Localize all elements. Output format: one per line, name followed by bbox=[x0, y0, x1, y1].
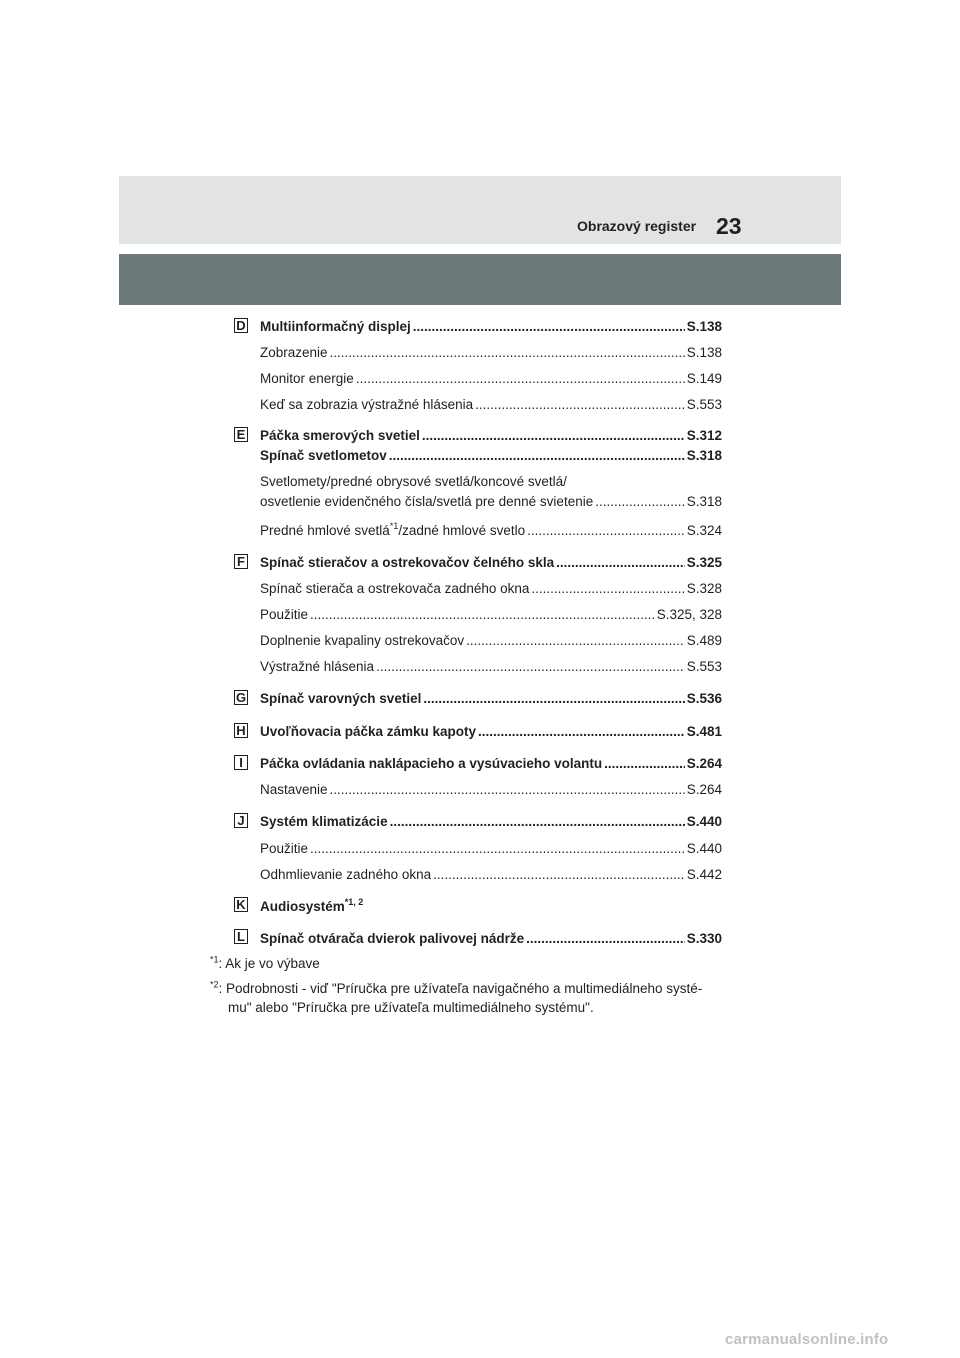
index-subentry[interactable] bbox=[260, 370, 722, 387]
index-subentry[interactable] bbox=[260, 522, 722, 539]
entry-label: Spínač varovných svetiel bbox=[260, 691, 422, 706]
entry-label: Zobrazenie bbox=[260, 345, 328, 360]
entry-label: Doplnenie kvapaliny ostrekovačov bbox=[260, 633, 465, 648]
index-subentry[interactable] bbox=[260, 632, 722, 649]
entry-label: Spínač stieračov a ostrekovačov čelného skla bbox=[260, 555, 555, 570]
footnote-mark: *2 bbox=[210, 979, 219, 990]
entry-label: Keď sa zobrazia výstražné hlásenia bbox=[260, 397, 474, 412]
entry-label: osvetlenie evidenčného čísla/svetlá pre denné svietenie bbox=[260, 494, 594, 509]
index-entry[interactable] bbox=[260, 690, 722, 707]
page-number: 23 bbox=[716, 213, 742, 239]
index-entry[interactable] bbox=[260, 318, 722, 335]
entry-label: Multiinformačný displej bbox=[260, 319, 411, 334]
footnote-2 bbox=[210, 979, 750, 1017]
entry-page[interactable]: S.553 bbox=[686, 659, 722, 674]
entry-label: Audiosystém bbox=[260, 899, 345, 914]
entry-page[interactable]: S.330 bbox=[686, 931, 722, 946]
entry-label: Výstražné hlásenia bbox=[260, 659, 375, 674]
footnote-1 bbox=[210, 954, 750, 973]
index-entry[interactable] bbox=[260, 427, 722, 444]
entry-page[interactable]: S.149 bbox=[686, 371, 722, 386]
index-entry[interactable] bbox=[260, 447, 722, 464]
index-entry[interactable] bbox=[260, 554, 722, 571]
section-letter-i: I bbox=[234, 755, 248, 770]
watermark: carmanualsonline.info bbox=[725, 1331, 889, 1348]
index-entry[interactable] bbox=[260, 930, 722, 947]
entry-label: Páčka ovládania naklápacieho a vysúvacieho volantu bbox=[260, 756, 603, 771]
entry-page[interactable]: S.553 bbox=[686, 397, 722, 412]
entry-label-line1: Svetlomety/predné obrysové svetlá/koncové svetlá/ bbox=[260, 474, 567, 489]
entry-page[interactable]: S.489 bbox=[686, 633, 722, 648]
index-subentry[interactable] bbox=[260, 344, 722, 361]
index-entry[interactable] bbox=[260, 813, 722, 830]
index-entry[interactable] bbox=[260, 898, 722, 915]
entry-label: Predné hmlové svetlá$^{*1}$/zadné hmlové svetlo bbox=[260, 520, 526, 538]
illustration-band bbox=[119, 254, 841, 305]
entry-page[interactable]: S.138 bbox=[686, 319, 722, 334]
entry-page[interactable]: S.264 bbox=[686, 782, 722, 797]
index-subentry[interactable] bbox=[260, 840, 722, 857]
entry-page[interactable]: S.312 bbox=[686, 428, 722, 443]
entry-page[interactable]: S.325, 328 bbox=[656, 607, 722, 622]
entry-label: Monitor energie bbox=[260, 371, 354, 386]
footnote-ref: *1, 2 bbox=[344, 896, 364, 907]
section-letter-e: E bbox=[234, 427, 248, 442]
footnote-text-line2: mu" alebo "Príručka pre užívateľa multimediálneho systému". bbox=[228, 1000, 594, 1015]
entry-page[interactable]: S.442 bbox=[686, 867, 722, 882]
section-letter-d: D bbox=[234, 318, 248, 333]
entry-page[interactable]: S.324 bbox=[686, 523, 722, 538]
footnote-ref: *1 bbox=[389, 520, 399, 531]
footnote-mark: *1 bbox=[210, 954, 219, 965]
entry-page[interactable]: S.481 bbox=[686, 724, 722, 739]
entry-page[interactable]: S.318 bbox=[686, 448, 722, 463]
entry-label: Odhmlievanie zadného okna bbox=[260, 867, 432, 882]
entry-page[interactable]: S.328 bbox=[686, 581, 722, 596]
index-subentry[interactable] bbox=[260, 781, 722, 798]
entry-page[interactable]: S.325 bbox=[686, 555, 722, 570]
section-letter-g: G bbox=[235, 690, 247, 705]
entry-label: Spínač otvárača dvierok palivovej nádrže bbox=[260, 931, 525, 946]
entry-page[interactable]: S.536 bbox=[686, 691, 722, 706]
entry-page[interactable]: S.440 bbox=[686, 841, 722, 856]
entry-page[interactable]: S.318 bbox=[686, 494, 722, 509]
section-letter-h: H bbox=[234, 723, 248, 738]
index-subentry[interactable] bbox=[260, 580, 722, 597]
entry-page[interactable]: S.264 bbox=[686, 756, 722, 771]
entry-label: Použitie bbox=[260, 841, 309, 856]
index-entry[interactable] bbox=[260, 723, 722, 740]
index-subentry[interactable] bbox=[260, 396, 722, 413]
section-letter-l: L bbox=[234, 929, 248, 944]
index-entry[interactable] bbox=[260, 755, 722, 772]
entry-page[interactable]: S.440 bbox=[686, 814, 722, 829]
index-subentry[interactable] bbox=[260, 606, 722, 623]
entry-label: Nastavenie bbox=[260, 782, 328, 797]
entry-label: Použitie bbox=[260, 607, 309, 622]
footnote-text: : Ak je vo výbave bbox=[218, 956, 320, 971]
entry-label: Spínač stierača a ostrekovača zadného okna bbox=[260, 581, 530, 596]
entry-label: Uvoľňovacia páčka zámku kapoty bbox=[260, 724, 477, 739]
index-subentry[interactable] bbox=[260, 473, 722, 510]
section-title: Obrazový register bbox=[577, 218, 697, 234]
index-subentry[interactable] bbox=[260, 866, 722, 883]
entry-label: Spínač svetlometov bbox=[260, 448, 387, 463]
index-subentry[interactable] bbox=[260, 658, 722, 675]
entry-label: Páčka smerových svetiel bbox=[260, 428, 420, 443]
entry-label: Systém klimatizácie bbox=[260, 814, 388, 829]
entry-page[interactable]: S.138 bbox=[686, 345, 722, 360]
footnote-text: : Podrobnosti - viď "Príručka pre užívateľa navigačného a multimediálneho systé- bbox=[218, 981, 703, 996]
section-letter-k: K bbox=[234, 897, 248, 912]
section-letter-f: F bbox=[234, 554, 248, 569]
section-letter-j: J bbox=[234, 813, 248, 828]
